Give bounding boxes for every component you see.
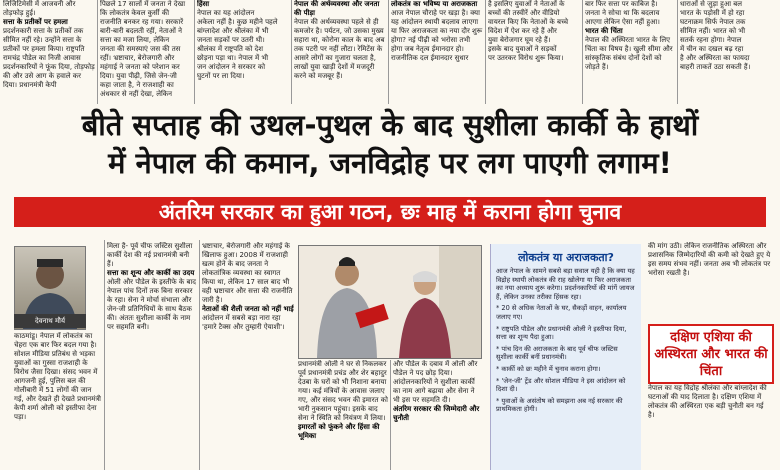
callout-text: दक्षिण एशिया की अस्थिरता और भारत की चिंता	[654, 330, 768, 379]
top-column-1	[3, 0, 95, 104]
paragraph: और पौडेल के दबाव में ओली और पौडेल ने पद छोड़ दिया। आंदोलनकारियों ने सुशीला कार्की का नाम आगे बढ़ाया और सेना ने भी इस पर सहमति दी।	[393, 360, 478, 404]
text-line: सतर्क रहना होगा। नेपाल	[680, 36, 742, 44]
text-line: युवा बेरोजगार घूम रहे हैं।	[488, 36, 551, 44]
text-line: है और अस्थिरता का फायदा	[680, 54, 750, 62]
bottom-column-4	[298, 360, 388, 470]
top-column-5	[391, 0, 483, 104]
sidebar-title: लोकतंत्र या अराजकता?	[518, 251, 614, 264]
sidebar-bullet: * युवाओं के असंतोष को समझना अब नई सरकार की प्राथमिकता होगी।	[496, 396, 623, 414]
paragraph: मिला है- पूर्व चीफ जस्टिस सुशीला कार्की देश की नई प्रधानमंत्री बनी हैं।	[107, 242, 193, 268]
text-line: विदेश में ऐश कर रहे हैं और	[488, 27, 557, 35]
callout-box	[648, 324, 774, 384]
paragraph: आज नेपाल चौराहे पर खड़ा है। क्या यह आंदोलन स्थायी बदलाव लाएगा या फिर अराजकता का नया दौर शुरू होगा? नई पीढ़ी को भरोसा तभी होगा जब नेतृत्व ईमानदार हो। राजनीतिक दल ईमानदार सुधार	[391, 9, 483, 62]
column-rule	[194, 0, 195, 104]
text-line: पिछले 17 सालों में जनता ने देखा	[100, 0, 186, 8]
column-rule	[199, 240, 200, 470]
text-line: छोड़ना पड़ा था। नेपाल में भी	[197, 54, 269, 62]
swearing-in-photo	[298, 245, 482, 359]
text-line: श्रीलंका में राष्ट्रपति को देश	[197, 45, 263, 53]
headline-line-2: में नेपाल की कमान, जनविद्रोह पर लग पाएगी लगाम!	[108, 146, 672, 180]
column-rule	[104, 240, 105, 470]
bottom-column-3	[202, 242, 294, 470]
paragraph: नेपाल की अस्थिरता भारत के लिए चिंता का विषय है। खुली सीमा और सांस्कृतिक संबंध दोनों देशों को जोड़ते हैं।	[585, 36, 673, 71]
text-line: वायरल किए कि नेताओं के बच्चे	[488, 18, 569, 26]
paragraph: प्रदर्शनकारी सत्ता के प्रतीकों तक सीमित नहीं रहे। उन्होंने सत्ता के प्रतीकों पर हमला किया। राष्ट्रपति रामचंद्र पौडेल का निजी आवास प्रदर्शनकारियों ने फूंक दिया, तोड़फोड़ की और उसे आग के हवाले कर दिया। प्रधानमंत्री केपी	[3, 27, 95, 89]
text-line: बार फिर सत्ता पर काबिज है।	[585, 0, 658, 8]
text-line: नेपाल का यह आंदोलन	[197, 9, 255, 17]
top-column-7	[585, 0, 675, 104]
subheadline-banner: अंतरिम सरकार का हुआ गठन, छः माह में कराना होगा चुनाव	[14, 197, 766, 227]
sidebar-box	[490, 244, 641, 470]
text-line: जन आंदोलन ने सरकार को	[197, 63, 266, 71]
top-column-8	[680, 0, 777, 104]
text-line: घटनाक्रम सिर्फ नेपाल तक	[680, 18, 746, 26]
text-line: इसके बाद युवाओं ने सड़कों	[488, 45, 557, 53]
paragraph: आंदोलन में सबसे बड़ा नारा रहा 'हमारे टैक्स और तुम्हारी ऐयाशी'।	[202, 314, 285, 331]
column-rule	[485, 0, 486, 104]
bottom-column-2	[107, 242, 197, 470]
text-line: दिया। युवा पीढ़ी, जिसे जेन-जी	[100, 72, 177, 80]
text-line: घुटनों पर ला दिया।	[197, 72, 245, 80]
column-rule	[582, 0, 583, 104]
text-line: रहीं। भ्रष्टाचार, बेरोजगारी और	[100, 54, 175, 62]
text-line: बाहरी ताकतें उठा सकती हैं।	[680, 63, 751, 71]
text-line: बांग्लादेश और श्रीलंका में भी	[197, 27, 269, 35]
text-line: बारी-बारी बदलती रहीं, नेताओं ने	[100, 27, 183, 35]
text-line: कहा जाता है, ने राजशाही का	[100, 81, 174, 89]
text-line: लिजिटिमेसी में आजवनी और	[3, 0, 76, 8]
text-line: सीमित नहीं। भारत को भी	[680, 27, 746, 35]
text-line: महंगाई ने जनता को परेशान कर	[100, 63, 180, 71]
text-line: जनता सड़कों पर उतरी थी।	[197, 36, 265, 44]
right-column-top	[648, 242, 772, 322]
sidebar-bullet: * राष्ट्रपति पौडेल और प्रधानमंत्री ओली ने इस्तीफा दिया, सत्ता का शून्य पैदा हुआ।	[496, 324, 627, 342]
headline-line-1: बीते सप्ताह की उथल-पुथल के बाद सुशीला कार्की के हाथों	[81, 108, 699, 142]
text-line: राजनीति बनकर रह गया। सरकारें	[100, 18, 184, 26]
subheading: सत्ता के प्रतीकों पर हमला	[3, 18, 68, 26]
paragraph: नेपाल की अर्थव्यवस्था पहले से ही कमजोर है। पर्यटन, जो उसका मुख्य सहारा था, कोरोना काल के बाद अब तक पटरी पर नहीं लौटा। रेमिटेंस के आसरे लोगों का गुजारा चलता है, लाखों युवा खाड़ी देशों में मजदूरी करने को मजबूर हैं।	[294, 18, 385, 80]
sidebar-bullet: * 'जेन-जी' ट्रेंड और सोशल मीडिया ने इस आंदोलन को दिशा दी।	[496, 376, 626, 394]
text-line: भारत के पड़ोसी में हो रहा	[680, 9, 745, 17]
text-line: में चीन का दखल बढ़ रहा	[680, 45, 744, 53]
paragraph: की मांग उठी। लेकिन राजनीतिक अस्थिरता और प्रशासनिक जिम्मेदारियों की कमी को देखते हुए ये इस समय संभव नहीं। जनता अब भी लोकतंत्र पर भरोसा रखती है।	[648, 242, 771, 277]
sidebar-bullet: * 20 से अधिक नेताओं के घर, सैकड़ों वाहन, कार्यालय जलाए गए।	[496, 304, 627, 321]
swearing-in-illustration	[299, 246, 481, 358]
paragraph: भ्रष्टाचार, बेरोजगारी और महंगाई के खिलाफ हुआ। 2008 में राजशाही खत्म होने के बाद जनता ने लोकतांत्रिक व्यवस्था का स्वागत किया था, लेकिन 17 साल बाद भी वही भ्रष्टाचार और सत्ता की राजनीति जारी है।	[202, 242, 293, 304]
subheading: नेपाल की अर्थव्यवस्था और जनता की पीड़ा	[294, 0, 380, 17]
top-column-2	[100, 0, 192, 104]
subheading: सत्ता का शून्य और कार्की का उदय	[107, 269, 195, 277]
subheading: नेताओं की शैली जनता को नहीं भाई	[202, 305, 294, 313]
text-line: जनता ने सोचा था कि बदलाव	[585, 9, 660, 17]
top-column-4	[294, 0, 386, 104]
sidebar-bullet: * पांच दिन की अराजकता के बाद पूर्व चीफ जस्टिस सुशीला कार्की बनीं प्रधानमंत्री।	[496, 344, 618, 362]
bottom-column-5	[393, 360, 483, 470]
column-rule	[291, 0, 292, 104]
subheading: भारत की चिंता	[585, 27, 623, 35]
subheading: लोकतंत्र का भविष्य या अराजकता	[391, 0, 478, 8]
text-line: पर उतरकर विरोध शुरू किया।	[488, 54, 564, 62]
text-line: है इसलिए युवाओं ने नेताओं के	[488, 0, 565, 8]
text-line: अंधकार से नहीं देखा, लेकिन	[100, 90, 173, 98]
paragraph: प्रधानमंत्री ओली ने घर से निकलकर पूर्व प्रधानमंत्री प्रचंड और शेर बहादुर देउबा के घरों को भी निशाना बनाया गया। कई मंत्रियों के आवास जलाए गए, और संसद भवन की इमारत को भारी नुकसान पहुंचा। इसके बाद सेना ने स्थिति को नियंत्रण में लिया।	[298, 360, 388, 422]
text-line: तोड़फोड़ हुई।	[3, 9, 36, 17]
sidebar-bullet: * कार्की को छः महीने में चुनाव कराना होगा।	[496, 364, 601, 373]
text-line: सत्ता का मजा लिया, लेकिन	[100, 36, 170, 44]
paragraph: नेपाल का यह विद्रोह श्रीलंका और बांग्लादेश की घटनाओं की याद दिलाता है। दक्षिण एशिया में लोकतंत्र की अस्थिरता एक बड़ी चुनौती बन गई है।	[648, 384, 767, 419]
text-line: जनता की समस्याएं जस की तस	[100, 45, 181, 53]
text-line: कि लोकतंत्र केवल कुर्सी की	[100, 9, 170, 17]
subheading: हिंसा	[197, 0, 210, 8]
text-line: अकेला नहीं है। कुछ महीने पहले	[197, 18, 278, 26]
column-rule	[97, 0, 98, 104]
bottom-column-1	[14, 332, 102, 470]
sidebar-paragraph: आज नेपाल के सामने सबसे बड़ा सवाल यही है कि क्या यह विद्रोह स्थायी लोकतंत्र की राह खोलेगा या फिर अराजकता का नया अध्याय शुरू करेगा। प्रदर्शनकारियों की मांगें जायज हैं, लेकिन उनका तरीका हिंसक रहा।	[496, 267, 635, 301]
subheading: अंतरिम सरकार की जिम्मेदारी और चुनौती	[393, 405, 480, 422]
text-line: आएगा लेकिन ऐसा नहीं हुआ।	[585, 18, 660, 26]
text-line: धाराओं से जुड़ा हुआ बल	[680, 0, 742, 8]
paragraph: काठमांडू। नेपाल में लोकतंत्र का चेहरा एक बार फिर बदल गया है। सोशल मीडिया प्रतिबंध से भड़का युवाओं का गुस्सा राजशाही के विरोध जैसा दिखा। संसद भवन में आगजनी हुई, पुलिस बल की गोलीबारी में 51 लोगों की जान गई, और देखते ही देखते प्रधानमंत्री केपी शर्मा ओली को इस्तीफा देना पड़ा।	[14, 332, 101, 421]
subheading: इमारतों को फूंकने और हिंसा की भूमिका	[298, 423, 380, 440]
column-rule	[388, 0, 389, 104]
top-column-6	[488, 0, 580, 104]
headline	[0, 106, 780, 194]
author-caption: देवनाथ मौर्य	[14, 314, 86, 328]
paragraph: ओली और पौडेल के इस्तीफे के बाद नेपाल पांच दिनों तक बिना सरकार के रहा। सेना ने मोर्चा संभाला और जेन-जी प्रतिनिधियों के साथ बैठक की। अंततः सुशीला कार्की के नाम पर सहमति बनी।	[107, 278, 197, 331]
top-column-3	[197, 0, 289, 104]
column-rule	[677, 0, 678, 104]
text-line: बच्चों की तस्वीरें और वीडियो	[488, 9, 560, 17]
right-column-bottom	[648, 384, 772, 470]
column-rule	[390, 360, 391, 470]
